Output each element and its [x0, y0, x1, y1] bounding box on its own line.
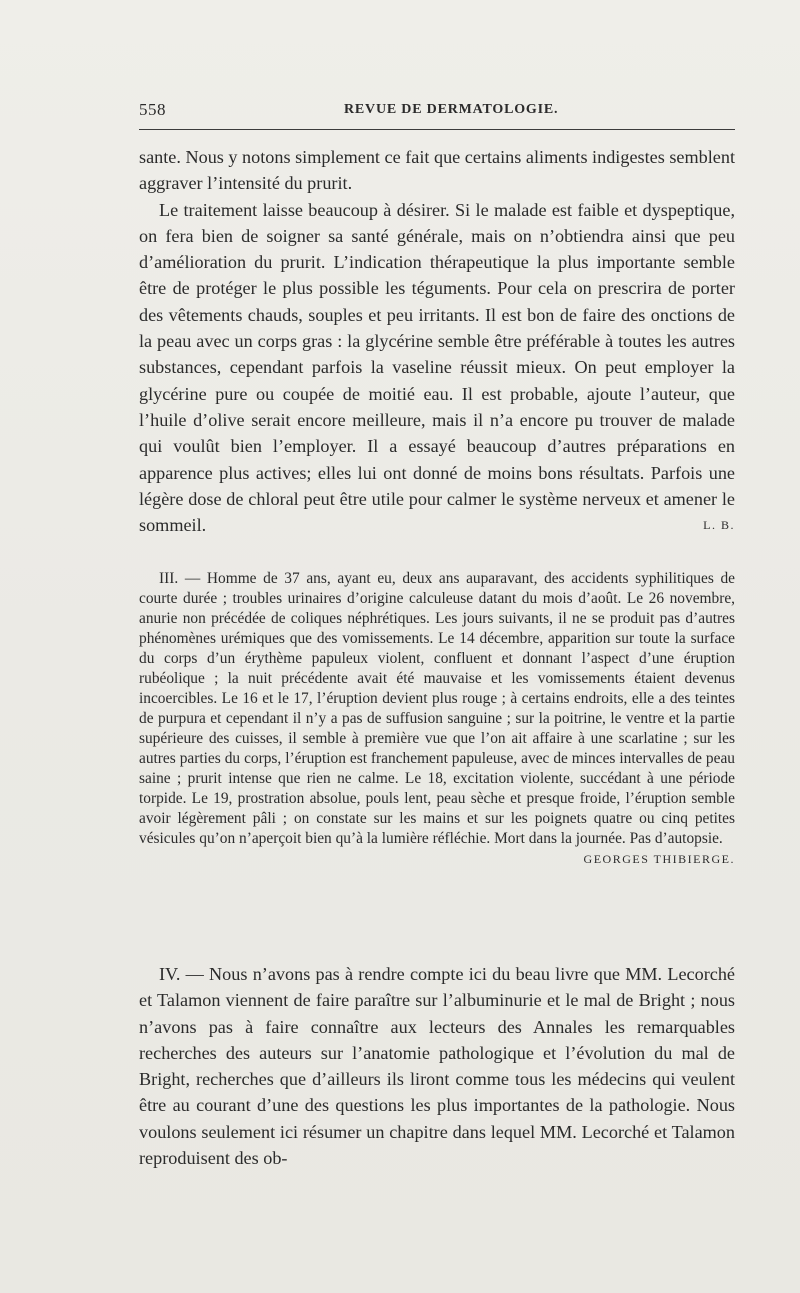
signature-thibierge: GEORGES THIBIERGE. — [583, 852, 735, 866]
page-header — [139, 100, 735, 124]
running-title: REVUE DE DERMATOLOGIE. — [344, 102, 559, 117]
section-case-iii — [139, 569, 735, 869]
paragraph-opening: sante. Nous y notons simplement ce fait que certains aliments indigestes semblent aggraver l’intensité du prurit. — [139, 147, 736, 194]
paragraph-treatment — [139, 197, 735, 539]
paragraph-treatment-text: Le traitement laisse beaucoup à désirer. Si le malade est faible et dyspeptique, on fera bien de soigner sa santé générale, mais on n’obtiendra ainsi que peu d’amélioration du prurit. L’indication thérapeutique la plus importante semble être de protéger le plus possible les téguments. Pour cela on prescrira de porter des vêtements chauds, souples et peu irritants. Il est bon de faire des onctions de la peau avec un corps gras : la glycérine semble être préférable à toutes les autres substances, cependant parfois la vaseline réussit mieux. On peut employer la glycérine pure ou coupée de moitié eau. Il est probable, ajoute l’auteur, que l’huile d’olive serait encore meilleure, mais il n’a encore pu trouver de malade qui voulût bien l’employer. Il a essayé beaucoup d’autres préparations en apparence plus actives; elles lui ont donné de moins bons résultats. Parfois une légère dose de chloral peut être utile pour calmer le système nerveux et amener le sommeil. — [139, 199, 735, 536]
section-continuation — [139, 144, 735, 538]
paragraph-case-iii — [139, 569, 735, 866]
paragraph-section-iv: IV. — Nous n’avons pas à rendre compte ici du beau livre que MM. Lecorché et Talamon viennent de faire paraître sur l’albuminurie et le mal de Bright ; nous n’avons pas à faire connaître aux lecteurs des Annales les remarquables recherches des auteurs sur l’anatomie pathologique et l’évolution du mal de Bright, recherches que d’ailleurs ils liront comme tous les médecins qui veulent être au courant d’une des questions les plus importantes de la pathologie. Nous voulons seulement ici résumer un chapitre dans lequel MM. Lecorché et Talamon reproduisent des ob- — [139, 964, 735, 1169]
section-iv — [139, 961, 735, 1171]
page-number: 558 — [139, 100, 166, 119]
paragraph-case-iii-text: III. — Homme de 37 ans, ayant eu, deux ans auparavant, des accidents syphilitiques de courte durée ; troubles urinaires d’origine calculeuse datant du mois d’août. Le 26 novembre, anurie non précédée de coliques néphrétiques. Les jours suivants, il ne se produit pas d’autres phénomènes urémiques que des vomissements. Le 14 décembre, apparition sur toute la surface du corps d’un érythème papuleux violent, confluent et donnant l’aspect d’une éruption rubéolique ; la nuit précédente avait été mauvaise et les vomissements étaient devenus incoercibles. Le 16 et le 17, l’éruption devient plus rouge ; à certains endroits, elle a des teintes de purpura et cependant il n’y a pas de suffusion sanguine ; sur la poitrine, le ventre et la partie supérieure des cuisses, il semble à première vue que l’on ait affaire à une scarlatine ; sur les autres parties du corps, l’éruption est franchement papuleuse, avec de minces intervalles de peau saine ; prurit intense que rien ne calme. Le 18, excitation violente, succédant à une période torpide. Le 19, prostration absolue, pouls lent, peau sèche et presque froide, l’éruption semble avoir légèrement pâli ; on constate sur les mains et sur les poignets quatre ou cinq petites vésicules qu’on n’aperçoit bien qu’à la lumière réfléchie. Mort dans la journée. Pas d’autopsie. — [139, 570, 735, 847]
header-rule — [139, 129, 735, 130]
signature-lb: L. B. — [703, 518, 735, 533]
